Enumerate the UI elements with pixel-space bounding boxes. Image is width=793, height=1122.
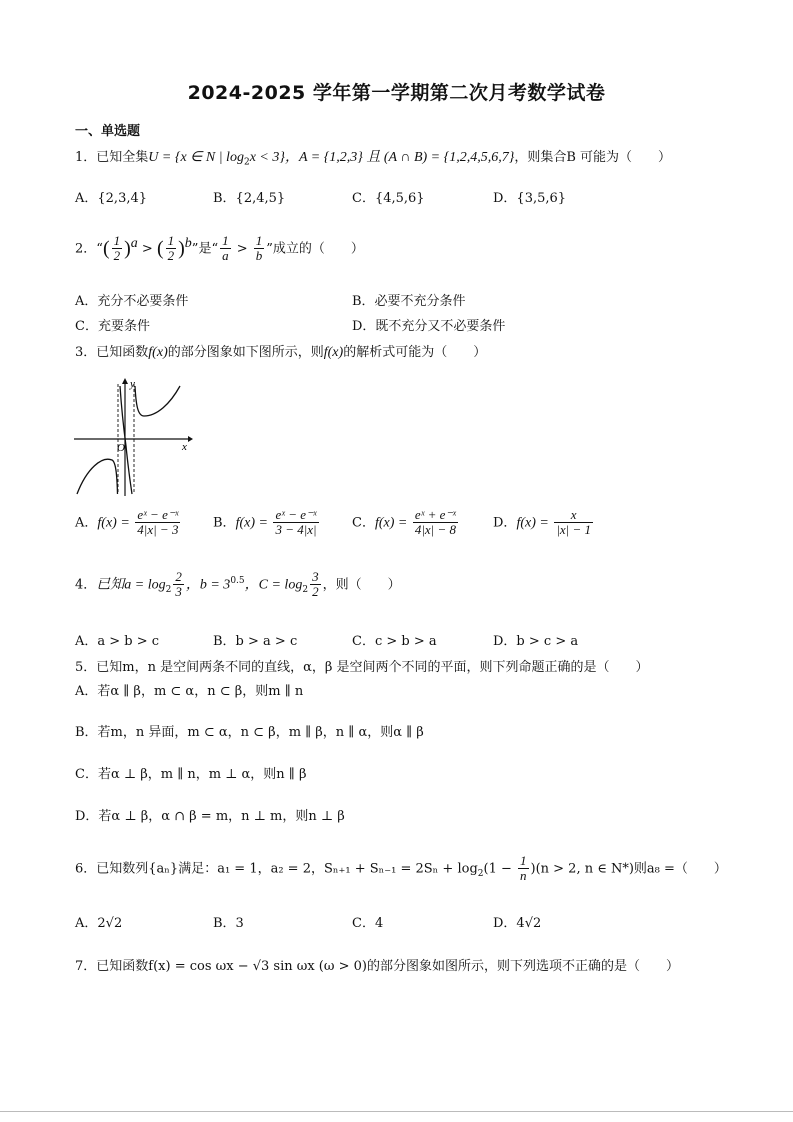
q4-option-c[interactable]: C．c > b > a xyxy=(352,634,437,649)
q3-option-a[interactable]: A．f(x) = $\frac{\text{eˣ − e⁻ˣ}}{4|x| - 3}$ xyxy=(75,507,179,538)
q1-option-c[interactable]: C．{4,5,6} xyxy=(352,191,425,206)
q6-option-d[interactable]: D．4√2 xyxy=(493,916,542,931)
exam-title: 2024-2025 学年第一学期第二次月考数学试卷 xyxy=(187,82,606,104)
q4-option-d[interactable]: D．b > c > a xyxy=(493,634,579,649)
q1-option-b[interactable]: B．{2,4,5} xyxy=(213,191,286,206)
question-5: 5．已知m，n 是空间两条不同的直线，α，β 是空间两个不同的平面，则下列命题正确的是（ ） xyxy=(75,660,649,675)
q1-number: 1． xyxy=(75,150,97,165)
q4-option-a[interactable]: A．a > b > c xyxy=(75,634,160,649)
q1-pre: 已知全集 xyxy=(96,150,149,165)
x-axis-label: x xyxy=(182,441,187,453)
q2-option-d[interactable]: D．既不充分又不必要条件 xyxy=(352,319,506,334)
q3-option-b[interactable]: B．f(x) = $\frac{\text{eˣ − e⁻ˣ}}{3 - 4|x|}$ xyxy=(213,507,317,538)
y-axis-label: y xyxy=(130,378,135,390)
y-axis-arrow xyxy=(122,378,128,384)
q4-option-b[interactable]: B．b > a > c xyxy=(213,634,298,649)
question-6: 6．已知数列{aₙ}满足：a₁ = 1，a₂ = 2，$S_{n+1} + S_{n-1} = 2S_n + \log_2(1$ − $\frac{1}{n}$ )(n > 2, n ∈ N*)则a₈ =（ ） xyxy=(75,853,727,884)
q2-option-c[interactable]: C．充要条件 xyxy=(75,319,150,334)
question-3: 3．已知函数f(x)的部分图象如下图所示，则f(x)的解析式可能为（ ） xyxy=(75,345,487,360)
origin-label: O xyxy=(117,442,125,454)
curve-middle-branch xyxy=(120,386,132,494)
curve-right-branch xyxy=(135,386,180,416)
q6-option-a[interactable]: A．2√2 xyxy=(75,916,123,931)
q1-option-a[interactable]: A．{2,3,4} xyxy=(75,191,148,206)
question-2: 2．“( $\frac{1}{2}$ )$^a$ > ( $\frac{1}{2}$ )$^b$”是“ $\frac{1}{a}$ > $\frac{1}{b}$ ”成立的（ ） xyxy=(75,233,364,264)
section-heading: 一、单选题 xyxy=(75,124,141,139)
q3-option-d[interactable]: D．f(x) = $\frac{x}{|x| - 1}$ xyxy=(493,507,592,538)
q2-inv-a: $\frac{1}{a}$ xyxy=(222,233,229,264)
curve-left-branch xyxy=(77,459,118,494)
q3-function-graph xyxy=(72,376,194,500)
q3-option-c[interactable]: C．f(x) = $\frac{\text{eˣ + e⁻ˣ}}{4|x| - 8}$ xyxy=(352,507,457,538)
q1-ask: ，则集合B 可能为（ ） xyxy=(514,150,672,165)
q5-option-d[interactable]: D．若α ⊥ β，α ∩ β = m，n ⊥ m，则n ⊥ β xyxy=(75,809,345,824)
q1-set-u-end: x < 3} xyxy=(249,150,285,165)
x-axis-arrow xyxy=(188,436,193,442)
q2-half-2: $\frac{1}{2}$ xyxy=(167,233,175,264)
q6-option-b[interactable]: B．3 xyxy=(213,916,244,931)
q1-option-d[interactable]: D．{3,5,6} xyxy=(493,191,567,206)
q2-half-1: $\frac{1}{2}$ xyxy=(113,233,121,264)
question-1: 1．已知全集U = {x ∈ N | $\log_2x < 3$}，A = {1,2,3} 且 (A ∩ B) = {1,2,4,5,6,7}，则集合B 可能为（ ） xyxy=(75,150,672,168)
q6-option-c[interactable]: C．4 xyxy=(352,916,384,931)
q1-condition: ，A = {1,2,3} 且 (A ∩ B) = {1,2,4,5,6,7} xyxy=(284,150,515,165)
q1-set-u: U = {x ∈ N | log xyxy=(148,150,244,165)
question-7: 7．已知函数f(x) = cos ωx − √3 sin ωx (ω > 0)的部分图象如图所示，则下列选项不正确的是（ ） xyxy=(75,959,679,974)
question-4: 4．已知$a = \log_2$ $\frac{2}{3}$ ，$b = 3^{0.5}$，$C = \log_2$ $\frac{3}{2}$ ，则（ ） xyxy=(75,569,401,600)
q2-option-b[interactable]: B．必要不充分条件 xyxy=(352,294,466,309)
q2-option-a[interactable]: A．充分不必要条件 xyxy=(75,294,189,309)
q5-option-b[interactable]: B．若m，n 异面，m ⊂ α，n ⊂ β，m ∥ β，n ∥ α，则α ∥ β xyxy=(75,725,424,740)
page-bottom-rule xyxy=(0,1111,793,1112)
q2-number: 2． xyxy=(75,241,97,257)
q2-inv-b: $\frac{1}{b}$ xyxy=(255,233,263,264)
q5-option-c[interactable]: C．若α ⊥ β，m ∥ n，m ⊥ α，则n ∥ β xyxy=(75,767,307,782)
q5-option-a[interactable]: A．若α ∥ β，m ⊂ α，n ⊂ β，则m ∥ n xyxy=(75,684,304,699)
